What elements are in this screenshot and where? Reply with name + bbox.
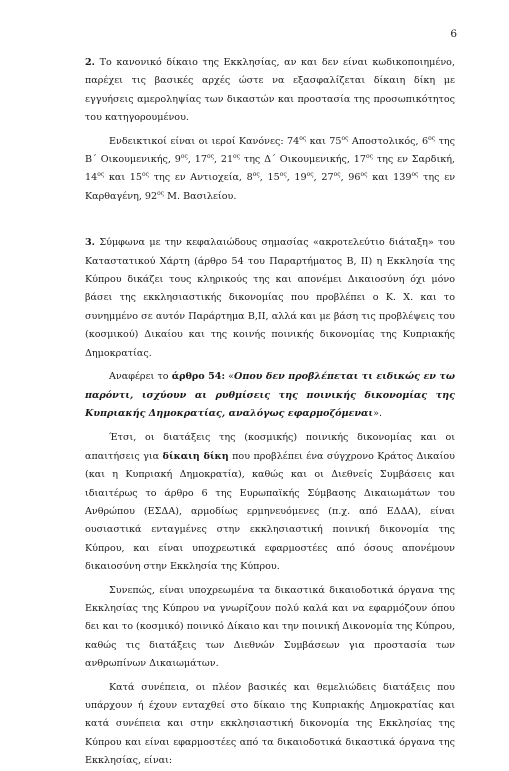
text-run: Το κανονικό δίκαιο της Εκκλησίας, αν και δεν είναι κωδικοποιημένο, παρέχει τις βασικές αρχές ώστε να εξασφαλίζεται δίκαιη δίκη με εγγυήσεις αμεροληψίας των δικαστών και προστασία της προσωπικότητος του κατηγορουμένου. xyxy=(85,57,455,124)
text-run: της εν Σαρδική, 14 xyxy=(85,154,455,184)
paragraph-section-3 xyxy=(85,234,455,363)
ordinal-suffix: ος xyxy=(157,189,165,197)
ordinal-suffix: ος xyxy=(299,134,307,142)
text-run: Συνεπώς, είναι υποχρεωμένα τα δικαστικά δικαιοδοτικά όργανα της Εκκλησίας της Κύπρου να γνωρίζουν πολύ καλά και να εφαρμόζουν όπου δει και το (κοσμικό) ποινικό Δίκαιο και την ποινική Δικονομία της Κύπρου, καθώς τις διατάξεις των Διεθνών Συμβάσεων για προστασία των ανθρωπίνων Δικαιωμάτων. xyxy=(85,584,455,670)
page-body xyxy=(85,54,455,771)
text-run: και 75 xyxy=(306,135,342,147)
ordinal-suffix: ος xyxy=(411,171,419,179)
ordinal-suffix: ος xyxy=(428,134,436,142)
text-run: Ενδεικτικοί είναι οι ιεροί Κανόνες: 74 xyxy=(109,135,300,147)
text-run: της Δ΄ Οικουμενικής, 17 xyxy=(240,154,366,166)
text-run: , 17 xyxy=(187,154,207,166)
paragraph-section-2 xyxy=(85,54,455,128)
text-run: ». xyxy=(373,407,382,419)
text-run: Σύμφωνα με την κεφαλαιώδους σημασίας «ακροτελεύτιο διάταξη» του Καταστατικού Χάρτη (άρθρο 54 του Παραρτήματος Β, ΙΙ) η Εκκλησία της Κύπρου δικάζει τους κληρικούς της και απονέμει Δικαιοσύνη όχι μόνο βάσει της εκκλησιαστικής δικονομίας που προβλέπει ο Κ. Χ. και το συνημμένο σε αυτόν Παράρτημα Β,ΙΙ, αλλά και με βάση τις προβλέψεις του (κοσμικού) Δικαίου και της κοινής ποινικής δικονομίας της Κυπριακής Δημοκρατίας. xyxy=(85,237,455,359)
text-run: της εν Καρθαγένη, 92 xyxy=(85,172,456,202)
text-run: Αναφέρει το xyxy=(109,371,172,383)
emphasis-text: δίκαιη δίκη xyxy=(162,450,229,462)
text-run: , 19 xyxy=(286,172,307,184)
text-run: « xyxy=(225,371,235,383)
page-number: 6 xyxy=(450,28,457,40)
text-run: Αποστολικός, 6 xyxy=(348,135,429,147)
text-run: και 139 xyxy=(367,172,412,184)
ordinal-suffix: ος xyxy=(360,171,368,179)
text-run: , 96 xyxy=(340,172,361,184)
emphasis-text: 2. xyxy=(85,57,96,68)
paragraph-canons-list xyxy=(85,133,455,207)
paragraph-fair-trial xyxy=(85,429,455,576)
text-run: Κατά συνέπεια, οι πλέον βασικές και θεμελιώδεις διατάξεις που υπάρχουν ή έχουν ενταχθεί στο δίκαιο της Κυπριακής Δημοκρατίας και κατά συνέπεια και στην εκκλησιαστική δικονομία της Εκκλησίας της Κύπρου και είναι εφαρμοστέες από τα δικαιοδοτικά δικαστικά όργανα της Εκκλησίας, είναι: xyxy=(85,681,455,767)
ordinal-suffix: ος xyxy=(341,134,349,142)
text-run: , 15 xyxy=(259,172,280,184)
text-run: της Β΄ Οικουμενικής, 9 xyxy=(85,135,455,166)
text-run: της εν Αντιοχεία, 8 xyxy=(149,172,253,184)
emphasis-text: 3. xyxy=(85,237,96,249)
emphasis-text: άρθρο 54: xyxy=(171,371,225,383)
ordinal-suffix: ος xyxy=(252,171,260,179)
text-run: Έτσι, οι διατάξεις της (κοσμικής) ποινικής δικονομίας και οι απαιτήσεις για xyxy=(85,432,455,462)
paragraph-consequences xyxy=(85,679,455,771)
ordinal-suffix: ος xyxy=(306,171,314,179)
ordinal-suffix: ος xyxy=(333,171,341,179)
ordinal-suffix: ος xyxy=(97,171,105,179)
ordinal-suffix: ος xyxy=(206,153,214,161)
text-run: που προβλέπει ένα σύγχρονο Κράτος Δικαίου (και η Κυπριακή Δημοκρατία), καθώς και οι Διεθνείς Συμβάσεις και ιδιαιτέρως το άρθρο 6 της Ευρωπαϊκής Σύμβασης Δικαιωμάτων του Ανθρώπου (ΕΣΔΑ), αρμοδίως ερμηνευόμενες (π.χ. από ΕΔΔΑ), είναι ουσιαστικά ενταγμένες στην εκκλησιαστική ποινική δικονομία της Κύπρου, και είναι υποχρεωτικά εφαρμοστέες από όσους απονέμουν δικαιοσύνη στην Εκκλησία της Κύπρου. xyxy=(85,450,455,573)
ordinal-suffix: ος xyxy=(279,171,287,179)
ordinal-suffix: ος xyxy=(142,171,150,179)
ordinal-suffix: ος xyxy=(180,153,188,161)
emphasis-text: Οπου δεν προβλέπεται τι ειδικώς εν τω παρόντι, ισχύουν αι ρυθμίσεις της ποινικής δικονομίας της Κυπριακής Δημοκρατίας, αναλόγως εφαρμοζόμεναι xyxy=(85,371,455,419)
ordinal-suffix: ος xyxy=(233,153,241,161)
text-run: , 27 xyxy=(313,172,334,184)
paragraph-article-54-quote xyxy=(85,368,455,423)
text-run: , 21 xyxy=(213,154,234,166)
paragraph-obligations xyxy=(85,582,455,674)
text-run: Μ. Βασιλείου. xyxy=(164,190,237,202)
ordinal-suffix: ος xyxy=(366,153,373,161)
text-run: και 15 xyxy=(104,172,143,184)
